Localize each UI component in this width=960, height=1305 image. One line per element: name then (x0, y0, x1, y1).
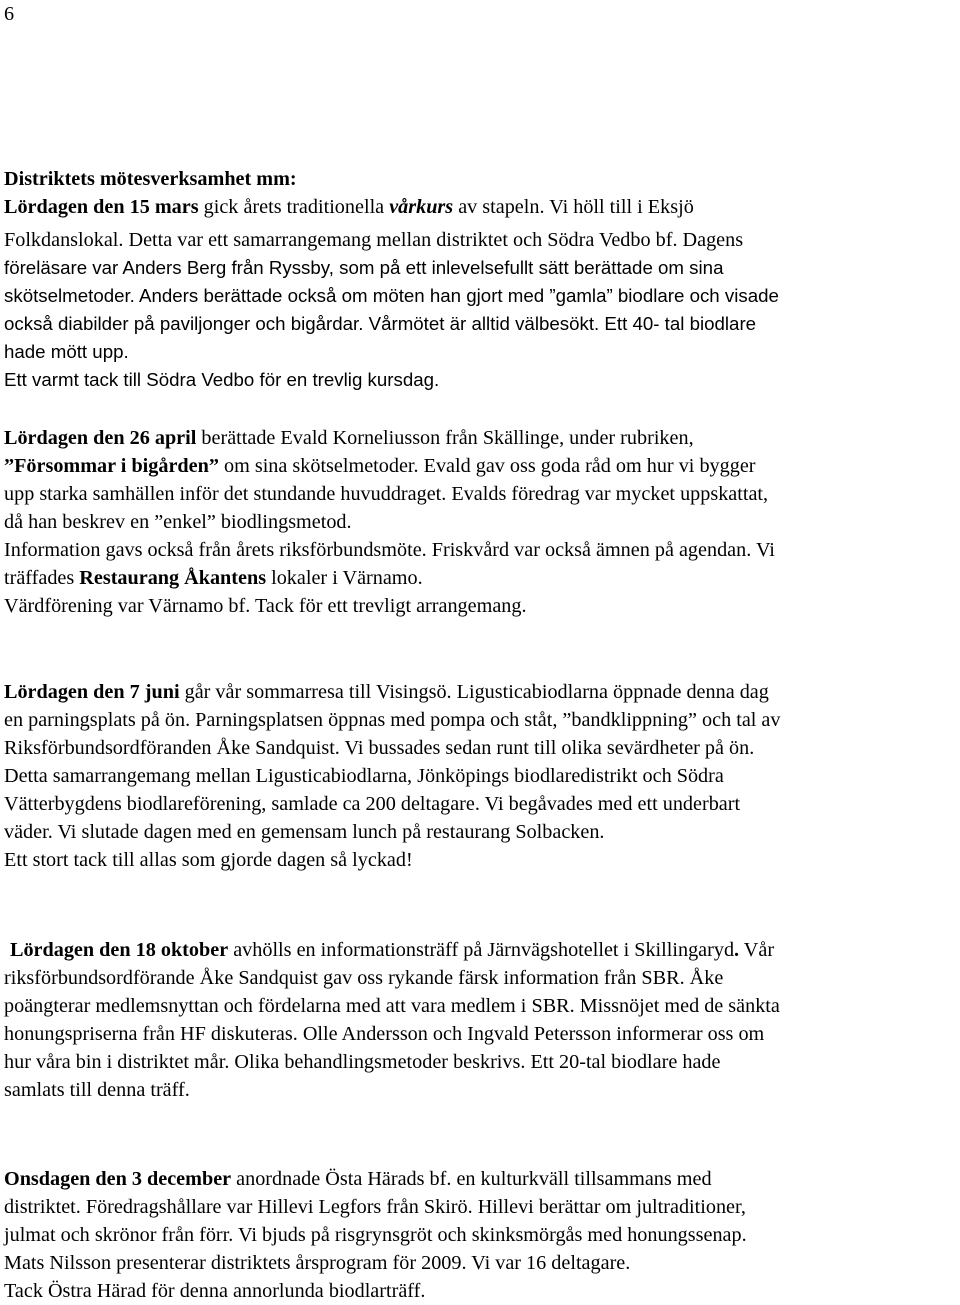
p4-line-2: riksförbundsordförande Åke Sandquist gav oss rykande färsk information från SBR. Åke (4, 967, 724, 989)
p2-line-2 (4, 452, 756, 480)
p3-line-5: Vätterbygdens biodlareförening, samlade ca 200 deltagare. Vi begåvades med ett underbart (4, 793, 741, 815)
p3-date: Lördagen den 7 juni (4, 681, 180, 703)
p5-line-2: distriktet. Föredragshållare var Hillevi Legfors från Skirö. Hillevi berättar om jultraditioner, (4, 1196, 746, 1218)
p2-date: Lördagen den 26 april (4, 427, 197, 449)
p2-text: lokaler i Värnamo. (266, 567, 423, 589)
p1-line-2: Folkdanslokal. Detta var ett samarrangemang mellan distriktet och Södra Vedbo bf. Dagens (4, 229, 744, 251)
p4-date: Lördagen den 18 oktober (10, 939, 229, 961)
p1-line-7: Ett varmt tack till Södra Vedbo för en trevlig kursdag. (4, 369, 440, 390)
p2-line-5: Information gavs också från årets riksförbundsmöte. Friskvård var också ämnen på agendan. Vi (4, 539, 775, 561)
p2-topic: ”Försommar i bigården” (4, 455, 219, 477)
p3-text: går vår sommarresa till Visingsö. Ligusticabiodlarna öppnade denna dag (179, 681, 769, 703)
page-number: 6 (4, 3, 15, 25)
p5-line-5: Tack Östra Härad för denna annorlunda biodlarträff. (4, 1280, 426, 1302)
p3-line-2: en parningsplats på ön. Parningsplatsen öppnas med pompa och ståt, ”bandklippning” och tal av (4, 709, 781, 731)
p4-line-3: poängterar medlemsnyttan och fördelarna med att vara medlem i SBR. Missnöjet med de sänkta (4, 995, 780, 1017)
p1-line-5: också diabilder på paviljonger och bigårdar. Vårmötet är alltid välbesökt. Ett 40- tal biodlare (4, 313, 757, 334)
p5-line-4: Mats Nilsson presenterar distriktets årsprogram för 2009. Vi var 16 deltagare. (4, 1252, 631, 1274)
p2-line-3: upp starka samhällen inför det stundande huvuddraget. Evalds föredrag var mycket uppskattat, (4, 483, 769, 505)
p2-text: träffades (4, 567, 80, 589)
p2-line-6 (4, 564, 423, 592)
p1-line-1 (4, 193, 694, 221)
p1-text: av stapeln. Vi höll till i Eksjö (453, 196, 694, 218)
p1-line-3: föreläsare var Anders Berg från Ryssby, som på ett inlevelsefullt sätt berättade om sina (4, 257, 724, 278)
p5-date: Onsdagen den 3 december (4, 1168, 232, 1190)
p3-line-6: väder. Vi slutade dagen med en gemensam lunch på restaurang Solbacken. (4, 821, 605, 843)
p5-text: anordnade Östa Härads bf. en kulturkväll tillsammans med (231, 1168, 712, 1190)
p1-course: vårkurs (389, 196, 454, 218)
p4-line-1 (10, 936, 774, 964)
p4-text: Vår (739, 939, 775, 961)
p2-place: Restaurang Åkantens (79, 567, 267, 589)
p2-line-1 (4, 424, 694, 452)
p5-line-1 (4, 1165, 712, 1193)
p1-line-6: hade mött upp. (4, 341, 129, 362)
heading-text: Distriktets mötesverksamhet mm: (4, 168, 297, 190)
p2-text: berättade Evald Korneliusson från Skällinge, under rubriken, (196, 427, 694, 449)
p4-line-4: honungspriserna från HF diskuteras. Olle Andersson och Ingvald Petersson informerar oss om (4, 1023, 765, 1045)
p3-line-3: Riksförbundsordföranden Åke Sandquist. Vi bussades sedan runt till olika sevärdheter på ön. (4, 737, 755, 759)
p3-line-7: Ett stort tack till allas som gjorde dagen så lyckad! (4, 849, 413, 871)
p4-dot: . (734, 939, 740, 961)
p4-line-5: hur våra bin i distriktet mår. Olika behandlingsmetoder beskrivs. Ett 20-tal biodlare hade (4, 1051, 721, 1073)
section-heading (4, 165, 297, 193)
p2-text: om sina skötselmetoder. Evald gav oss goda råd om hur vi bygger (218, 455, 756, 477)
p4-text: avhölls en informationsträff på Järnvägshotellet i Skillingaryd (228, 939, 735, 961)
p2-line-7: Värdförening var Värnamo bf. Tack för ett trevligt arrangemang. (4, 595, 527, 617)
p2-line-4: då han beskrev en ”enkel” biodlingsmetod. (4, 511, 352, 533)
p4-line-6: samlats till denna träff. (4, 1079, 190, 1101)
p1-line-4: skötselmetoder. Anders berättade också om möten han gjort med ”gamla” biodlare och visade (4, 285, 779, 306)
p1-date: Lördagen den 15 mars (4, 196, 199, 218)
p1-text: gick årets traditionella (198, 196, 390, 218)
p3-line-4: Detta samarrangemang mellan Ligusticabiodlarna, Jönköpings biodlaredistrikt och Södra (4, 765, 724, 787)
p5-line-3: julmat och skrönor från förr. Vi bjuds på risgrynsgröt och skinksmörgås med honungssenap. (4, 1224, 747, 1246)
p3-line-1 (4, 678, 769, 706)
